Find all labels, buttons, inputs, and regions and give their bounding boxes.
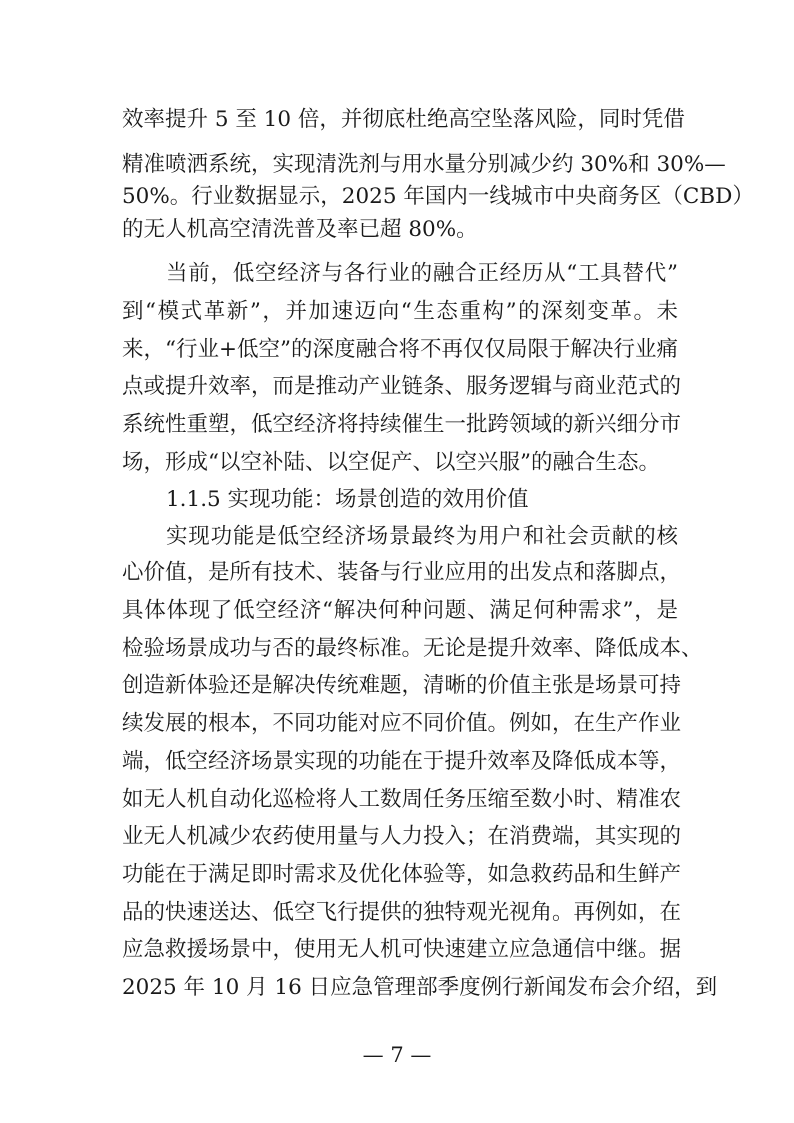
body-text-line: 场，形成“以空补陆、以空促产、以空兴服”的融合生态。 xyxy=(122,450,660,475)
body-text-line: 的无人机高空清洗普及率已超 80%。 xyxy=(122,217,478,242)
page-number: — 7 — xyxy=(362,1043,432,1067)
body-text-line: 当前，低空经济与各行业的融合正经历从“工具替代” xyxy=(166,261,678,286)
body-text-line: 心价值，是所有技术、装备与行业应用的出发点和落脚点， xyxy=(122,560,682,585)
body-text-line: 创造新体验还是解决传统难题，清晰的价值主张是场景可持 xyxy=(122,673,682,698)
body-text-line: 如无人机自动化巡检将人工数周任务压缩至数小时、精准农 xyxy=(122,787,682,812)
body-text-line: 品的快速送达、低空飞行提供的独特观光视角。再例如，在 xyxy=(122,900,682,925)
body-text-line: 检验场景成功与否的最终标准。无论是提升效率、降低成本、 xyxy=(122,636,703,661)
body-text-line: 功能在于满足即时需求及优化体验等，如急救药品和生鲜产 xyxy=(122,862,682,887)
body-text-line: 点或提升效率，而是推动产业链条、服务逻辑与商业范式的 xyxy=(122,374,682,399)
body-text-line: 精准喷洒系统，实现清洗剂与用水量分别减少约 30%和 30%— xyxy=(122,152,726,177)
section-heading: 1.1.5 实现功能：场景创造的效用价值 xyxy=(166,487,529,512)
body-text-line: 50%。行业数据显示，2025 年国内一线城市中央商务区（CBD） xyxy=(122,184,754,209)
body-text-line: 效率提升 5 至 10 倍，并彻底杜绝高空坠落风险，同时凭借 xyxy=(122,107,685,132)
body-text-line: 业无人机减少农药使用量与人力投入；在消费端，其实现的 xyxy=(122,824,682,849)
body-text-line: 应急救援场景中，使用无人机可快速建立应急通信中继。据 xyxy=(122,937,682,962)
body-text-line: 来，“行业+低空”的深度融合将不再仅仅局限于解决行业痛 xyxy=(122,337,679,362)
body-text-line: 系统性重塑，低空经济将持续催生一批跨领域的新兴细分市 xyxy=(122,412,682,437)
body-text-line: 2025 年 10 月 16 日应急管理部季度例行新闻发布会介绍，到 xyxy=(122,975,718,1000)
body-text-line: 端，低空经济场景实现的功能在于提升效率及降低成本等， xyxy=(122,749,682,774)
body-text-line: 续发展的根本，不同功能对应不同价值。例如，在生产作业 xyxy=(122,711,682,736)
body-text-line: 实现功能是低空经济场景最终为用户和社会贡献的核 xyxy=(166,524,678,549)
body-text-line: 到“模式革新”，并加速迈向“生态重构”的深刻变革。未 xyxy=(122,299,678,324)
body-text-line: 具体体现了低空经济“解决何种问题、满足何种需求”，是 xyxy=(122,598,678,623)
